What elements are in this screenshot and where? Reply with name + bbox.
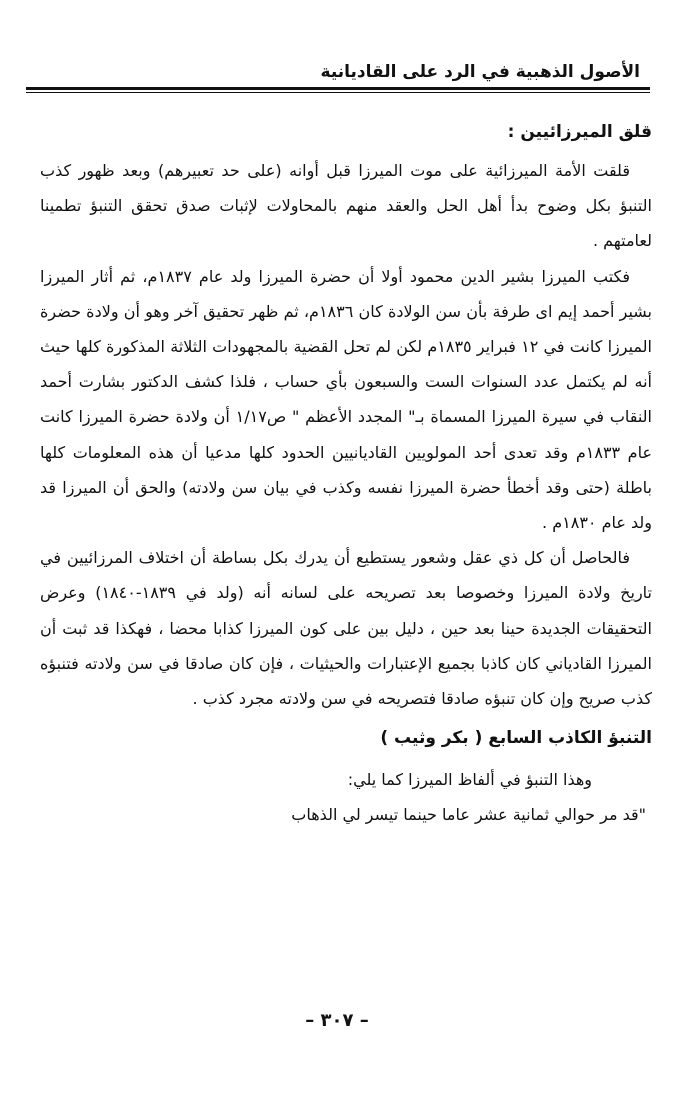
page-body [40, 117, 652, 833]
header-rule-thick [26, 87, 650, 90]
prophecy-quote: "قد مر حوالي ثمانية عشر عاما حينما تيسر لي الذهاب [291, 805, 646, 825]
section-title: قلق الميرزائيين : [507, 122, 652, 142]
paragraph-2: فكتب الميرزا بشير الدين محمود أولا أن حضرة الميرزا ولد عام ١٨٣٧م، ثم أثار الميرزا بشير أحمد إيم اى طرفة بأن سن الولادة كان ١٨٣٦م، ثم ظهر تحقيق آخر وهو أن ولادة حضرة الميرزا كانت في ١٢ فبراير ١٨٣٥م لكن لم تحل القضية بالمجهودات الثلاثة المذكورة كلها حيث أنه لم يكتمل عدد السنوات الست والسبعون بأي حساب ، فلذا كشف الدكتور بشارت أحمد النقاب في سيرة الميرزا المسماة بـ" المجدد الأعظم " ص١/١٧ أن ولادة حضرة الميرزا كانت عام ١٨٣٣م وقد تعدى أحد المولويين القاديانيين الحدود كلها مدعيا أن هذه المعلومات كلها باطلة (حتى وقد أخطأ حضرة الميرزا نفسه وكذب في بيان سن ولادته) والحق أن الميرزا قد ولد عام ١٨٣٠م . [40, 266, 653, 533]
running-header: الأصول الذهبية في الرد على القاديانية [320, 62, 640, 82]
header-rule-thin [26, 92, 650, 93]
prophecy-intro: وهذا التنبؤ في ألفاظ الميرزا كما يلي: [347, 770, 592, 790]
prophecy-heading: التنبؤ الكاذب السابع ( بكر وثيب ) [380, 728, 652, 749]
paragraph-3: فالحاصل أن كل ذي عقل وشعور يستطيع أن يدرك بكل بساطة أن اختلاف المرزائيين في تاريخ ولادة الميرزا وخصوصا بعد تصريحه على لسانه أنه (ولد في ١٨٣٩-١٨٤٠) وعرض التحقيقات الجديدة حينا بعد حين ، دليل بين على كون الميرزا كذابا محضا ، فهكذا قد ثبت أن الميرزا القادياني كان كاذبا بجميع الإعتبارات والحيثيات ، فإن كان صادقا في سن ولادته فتنبؤه كذب صريح وإن كان تنبؤه صادقا فتصريحه في سن ولادته مجرد كذب . [40, 548, 652, 709]
page-number: – ٣٠٧ – [305, 1010, 369, 1031]
paragraph-1: قلقت الأمة الميرزائية على موت الميرزا قبل أوانه (على حد تعبيرهم) وبعد ظهور كذب التنبؤ بكل وضوح بدأ أهل الحل والعقد منهم بالمحاولات لإثبات صدق تحقق التنبؤ تطمينا لعامتهم . [40, 161, 652, 251]
